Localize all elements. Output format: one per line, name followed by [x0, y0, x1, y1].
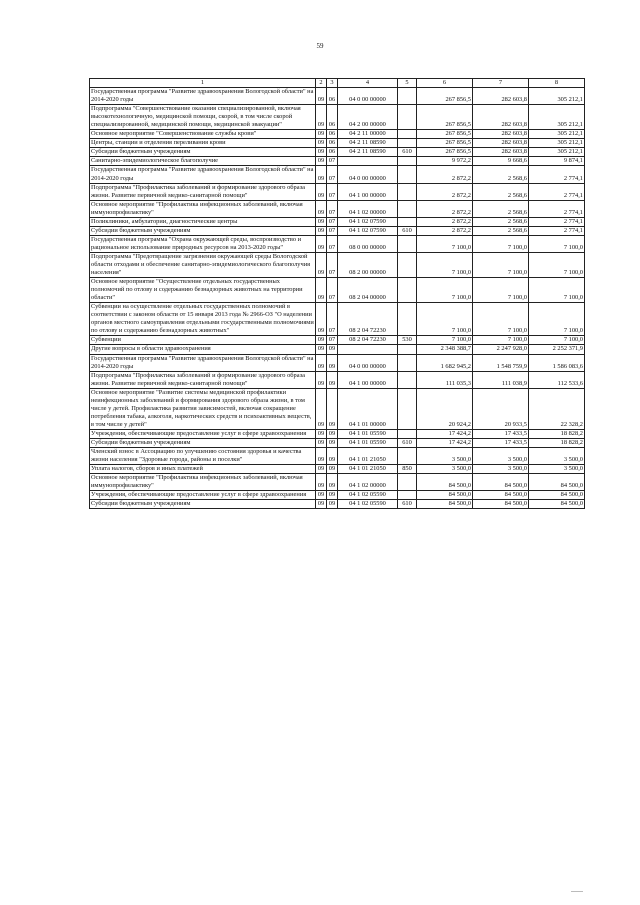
row-value-6: 2 872,2	[417, 200, 473, 217]
row-code-3: 07	[327, 252, 338, 277]
row-target-code: 08 0 00 00000	[338, 235, 398, 252]
row-code-3: 07	[327, 200, 338, 217]
table-row	[90, 226, 585, 235]
row-name: Учреждения, обеспечивающие предоставление услуг в сфере здравоохранения	[90, 491, 316, 500]
header-col-8: 8	[529, 79, 585, 88]
table-row	[90, 130, 585, 139]
row-value-6: 7 100,0	[417, 252, 473, 277]
table-row	[90, 345, 585, 354]
table-row	[90, 217, 585, 226]
row-target-code: 04 1 02 05590	[338, 500, 398, 509]
row-value-6: 267 856,5	[417, 88, 473, 105]
row-expense-type	[398, 278, 417, 303]
row-value-7: 7 100,0	[473, 303, 529, 336]
row-value-6: 84 500,0	[417, 491, 473, 500]
row-expense-type	[398, 303, 417, 336]
table-row	[90, 148, 585, 157]
row-value-7: 84 500,0	[473, 491, 529, 500]
row-code-2: 09	[316, 139, 327, 148]
row-value-8: 84 500,0	[529, 474, 585, 491]
row-value-6: 1 682 945,2	[417, 354, 473, 371]
row-value-6: 267 856,5	[417, 139, 473, 148]
row-name: Государственная программа "Развитие здравоохранения Вологодской области" на 2014-2020 годы	[90, 354, 316, 371]
row-value-8: 84 500,0	[529, 500, 585, 509]
row-name: Учреждения, обеспечивающие предоставление услуг в сфере здравоохранения	[90, 429, 316, 438]
row-value-7: 7 100,0	[473, 235, 529, 252]
table-row	[90, 183, 585, 200]
page-number: 59	[316, 42, 324, 50]
row-expense-type	[398, 200, 417, 217]
row-value-7: 17 433,5	[473, 429, 529, 438]
row-value-7: 17 433,5	[473, 438, 529, 447]
row-code-2: 09	[316, 474, 327, 491]
row-target-code: 04 2 11 08590	[338, 139, 398, 148]
row-code-3: 07	[327, 336, 338, 345]
row-value-6: 2 348 388,7	[417, 345, 473, 354]
row-name: Государственная программа "Развитие здравоохранения Вологодской области" на 2014-2020 годы	[90, 88, 316, 105]
table-row	[90, 157, 585, 166]
row-expense-type	[398, 491, 417, 500]
row-name: Основное мероприятие "Развитие системы медицинской профилактики неинфекционных заболеваний и формирования здорового образа жизни, в том числе у детей. Профилактика развития зависимостей, включая сокращение потребления табака, алкоголя, наркотических средств и психоактивных веществ, в том числе у детей"	[90, 388, 316, 429]
row-value-7: 7 100,0	[473, 278, 529, 303]
row-target-code: 04 1 01 00000	[338, 388, 398, 429]
row-value-7: 282 603,8	[473, 139, 529, 148]
row-expense-type	[398, 235, 417, 252]
row-target-code: 08 2 04 72230	[338, 303, 398, 336]
row-name: Субвенции	[90, 336, 316, 345]
header-col-6: 6	[417, 79, 473, 88]
row-name: Центры, станции и отделения переливания крови	[90, 139, 316, 148]
row-value-7: 2 568,6	[473, 200, 529, 217]
row-value-8: 7 100,0	[529, 235, 585, 252]
row-value-8: 305 212,1	[529, 148, 585, 157]
row-code-2: 09	[316, 448, 327, 465]
table-row	[90, 371, 585, 388]
table-row	[90, 438, 585, 447]
row-expense-type	[398, 371, 417, 388]
row-expense-type: 610	[398, 438, 417, 447]
row-code-2: 09	[316, 465, 327, 474]
row-expense-type	[398, 354, 417, 371]
row-target-code: 08 2 00 00000	[338, 252, 398, 277]
row-code-3: 09	[327, 448, 338, 465]
row-code-3: 06	[327, 139, 338, 148]
row-target-code: 04 2 11 08590	[338, 148, 398, 157]
row-expense-type: 610	[398, 226, 417, 235]
row-target-code: 04 0 00 00000	[338, 354, 398, 371]
table-row	[90, 429, 585, 438]
row-value-8: 7 100,0	[529, 303, 585, 336]
row-value-6: 20 924,2	[417, 388, 473, 429]
row-value-6: 3 500,0	[417, 448, 473, 465]
row-expense-type	[398, 474, 417, 491]
row-target-code: 04 1 02 07590	[338, 217, 398, 226]
row-target-code: 04 1 02 07590	[338, 226, 398, 235]
row-value-7: 1 548 759,9	[473, 354, 529, 371]
row-value-6: 7 100,0	[417, 303, 473, 336]
row-code-3: 09	[327, 354, 338, 371]
row-target-code: 04 1 01 05590	[338, 438, 398, 447]
row-name: Основное мероприятие "Профилактика инфекционных заболеваний, включая иммунопрофилактику"	[90, 200, 316, 217]
row-value-6: 3 500,0	[417, 465, 473, 474]
row-expense-type: 530	[398, 336, 417, 345]
row-code-3: 07	[327, 226, 338, 235]
table-row	[90, 500, 585, 509]
row-code-2: 09	[316, 157, 327, 166]
row-value-7: 2 247 928,0	[473, 345, 529, 354]
row-value-8: 7 100,0	[529, 278, 585, 303]
row-target-code: 08 2 04 72230	[338, 336, 398, 345]
row-value-6: 17 424,2	[417, 429, 473, 438]
row-expense-type	[398, 183, 417, 200]
row-expense-type: 610	[398, 500, 417, 509]
row-expense-type	[398, 105, 417, 130]
row-value-7: 282 603,8	[473, 88, 529, 105]
table-row	[90, 200, 585, 217]
row-name: Подпрограмма "Профилактика заболеваний и формирование здорового образа жизни. Развитие первичной медико-санитарной помощи"	[90, 371, 316, 388]
row-value-7: 282 603,8	[473, 130, 529, 139]
row-expense-type	[398, 252, 417, 277]
row-value-6: 84 500,0	[417, 500, 473, 509]
row-value-6: 2 872,2	[417, 166, 473, 183]
row-value-6: 2 872,2	[417, 183, 473, 200]
row-value-8: 9 874,1	[529, 157, 585, 166]
row-name: Поликлиники, амбулатории, диагностические центры	[90, 217, 316, 226]
row-value-8: 2 774,1	[529, 166, 585, 183]
row-code-2: 09	[316, 235, 327, 252]
row-code-2: 09	[316, 278, 327, 303]
row-value-8: 18 828,2	[529, 429, 585, 438]
row-target-code: 04 2 11 00000	[338, 130, 398, 139]
row-name: Субсидии бюджетным учреждениям	[90, 226, 316, 235]
row-target-code	[338, 157, 398, 166]
table-row	[90, 388, 585, 429]
row-name: Государственная программа "Развитие здравоохранения Вологодской области" на 2014-2020 годы	[90, 166, 316, 183]
row-code-3: 09	[327, 465, 338, 474]
row-code-2: 09	[316, 217, 327, 226]
row-value-8: 7 100,0	[529, 336, 585, 345]
row-code-3: 06	[327, 148, 338, 157]
row-code-2: 09	[316, 148, 327, 157]
row-expense-type: 850	[398, 465, 417, 474]
row-value-7: 2 568,6	[473, 226, 529, 235]
row-value-8: 3 500,0	[529, 465, 585, 474]
row-value-6: 267 856,5	[417, 148, 473, 157]
row-code-3: 07	[327, 303, 338, 336]
row-value-7: 282 603,8	[473, 148, 529, 157]
row-value-8: 2 774,1	[529, 183, 585, 200]
row-code-2: 09	[316, 303, 327, 336]
row-name: Основное мероприятие "Осуществление отдельных государственных полномочий по отлову и содержанию безнадзорных животных на территории области"	[90, 278, 316, 303]
table-row	[90, 235, 585, 252]
row-code-3: 09	[327, 388, 338, 429]
row-name: Подпрограмма "Профилактика заболеваний и формирование здорового образа жизни. Развитие первичной медико-санитарной помощи"	[90, 183, 316, 200]
row-code-2: 09	[316, 388, 327, 429]
row-code-2: 09	[316, 345, 327, 354]
row-target-code: 04 2 00 00000	[338, 105, 398, 130]
table-row	[90, 139, 585, 148]
row-name: Основное мероприятие "Совершенствование службы крови"	[90, 130, 316, 139]
row-value-6: 7 100,0	[417, 278, 473, 303]
row-value-6: 267 856,5	[417, 130, 473, 139]
row-value-7: 2 568,6	[473, 183, 529, 200]
row-code-3: 07	[327, 157, 338, 166]
row-value-8: 112 533,6	[529, 371, 585, 388]
table-row	[90, 252, 585, 277]
row-value-6: 7 100,0	[417, 336, 473, 345]
row-value-8: 7 100,0	[529, 252, 585, 277]
row-value-8: 2 774,1	[529, 217, 585, 226]
table-row	[90, 303, 585, 336]
row-value-8: 2 252 371,9	[529, 345, 585, 354]
row-expense-type	[398, 139, 417, 148]
row-code-2: 09	[316, 336, 327, 345]
header-col-3: 3	[327, 79, 338, 88]
row-value-7: 111 038,9	[473, 371, 529, 388]
row-code-3: 06	[327, 105, 338, 130]
row-code-2: 09	[316, 200, 327, 217]
row-target-code: 04 1 02 00000	[338, 200, 398, 217]
header-col-5: 5	[398, 79, 417, 88]
row-code-3: 09	[327, 345, 338, 354]
row-target-code: 04 1 01 05590	[338, 429, 398, 438]
row-code-2: 09	[316, 105, 327, 130]
table-row	[90, 88, 585, 105]
row-expense-type	[398, 429, 417, 438]
row-code-3: 09	[327, 491, 338, 500]
row-value-7: 3 500,0	[473, 448, 529, 465]
row-value-8: 305 212,1	[529, 139, 585, 148]
row-target-code: 04 0 00 00000	[338, 166, 398, 183]
table-header-row	[90, 79, 585, 88]
row-name: Субсидии бюджетным учреждениям	[90, 500, 316, 509]
row-code-2: 09	[316, 183, 327, 200]
row-code-3: 09	[327, 474, 338, 491]
row-expense-type	[398, 448, 417, 465]
row-value-6: 2 872,2	[417, 226, 473, 235]
row-value-6: 9 972,2	[417, 157, 473, 166]
row-value-7: 9 668,6	[473, 157, 529, 166]
row-code-3: 06	[327, 88, 338, 105]
row-name: Основное мероприятие "Профилактика инфекционных заболеваний, включая иммунопрофилактику"	[90, 474, 316, 491]
row-value-8: 305 212,1	[529, 105, 585, 130]
row-name: Подпрограмма "Предотвращение загрязнения окружающей среды Вологодской области отходами и обеспечение санитарно-эпидемиологического благополучия населения"	[90, 252, 316, 277]
table-row	[90, 448, 585, 465]
table-row	[90, 166, 585, 183]
row-value-6: 7 100,0	[417, 235, 473, 252]
row-value-8: 84 500,0	[529, 491, 585, 500]
row-value-7: 84 500,0	[473, 474, 529, 491]
row-code-3: 07	[327, 278, 338, 303]
row-code-2: 09	[316, 252, 327, 277]
row-code-2: 09	[316, 166, 327, 183]
row-value-7: 84 500,0	[473, 500, 529, 509]
row-code-3: 07	[327, 217, 338, 226]
row-code-2: 09	[316, 491, 327, 500]
row-name: Уплата налогов, сборов и иных платежей	[90, 465, 316, 474]
row-code-3: 09	[327, 438, 338, 447]
row-value-7: 7 100,0	[473, 336, 529, 345]
header-col-1: 1	[90, 79, 316, 88]
row-expense-type	[398, 217, 417, 226]
row-name: Другие вопросы в области здравоохранения	[90, 345, 316, 354]
table-row	[90, 278, 585, 303]
row-code-2: 09	[316, 88, 327, 105]
row-value-6: 267 856,5	[417, 105, 473, 130]
table-row	[90, 491, 585, 500]
row-value-7: 3 500,0	[473, 465, 529, 474]
header-col-2: 2	[316, 79, 327, 88]
row-target-code: 04 1 00 00000	[338, 371, 398, 388]
row-value-8: 305 212,1	[529, 130, 585, 139]
row-name: Субсидии бюджетным учреждениям	[90, 148, 316, 157]
table-row	[90, 336, 585, 345]
row-code-2: 09	[316, 438, 327, 447]
row-expense-type	[398, 88, 417, 105]
header-col-7: 7	[473, 79, 529, 88]
row-code-3: 07	[327, 183, 338, 200]
row-target-code: 04 1 01 21050	[338, 465, 398, 474]
row-name: Субсидии бюджетным учреждениям	[90, 438, 316, 447]
row-code-2: 09	[316, 226, 327, 235]
row-value-7: 20 933,5	[473, 388, 529, 429]
row-expense-type: 610	[398, 148, 417, 157]
row-value-8: 305 212,1	[529, 88, 585, 105]
row-code-2: 09	[316, 371, 327, 388]
row-target-code: 04 1 02 05590	[338, 491, 398, 500]
row-value-8: 2 774,1	[529, 200, 585, 217]
row-value-6: 84 500,0	[417, 474, 473, 491]
row-value-6: 111 035,3	[417, 371, 473, 388]
header-col-4: 4	[338, 79, 398, 88]
table-row	[90, 105, 585, 130]
table-row	[90, 474, 585, 491]
row-expense-type	[398, 166, 417, 183]
row-code-3: 09	[327, 371, 338, 388]
row-value-6: 17 424,2	[417, 438, 473, 447]
row-target-code	[338, 345, 398, 354]
row-code-3: 07	[327, 235, 338, 252]
row-name: Санитарно-эпидемиологическое благополучие	[90, 157, 316, 166]
row-target-code: 04 0 00 00000	[338, 88, 398, 105]
row-code-2: 09	[316, 429, 327, 438]
row-value-8: 22 328,2	[529, 388, 585, 429]
scan-mark	[571, 891, 583, 892]
row-name: Членский взнос в Ассоциацию по улучшению состояния здоровья и качества жизни населения "Здоровые города, районы и поселки"	[90, 448, 316, 465]
row-value-8: 3 500,0	[529, 448, 585, 465]
row-expense-type	[398, 388, 417, 429]
row-name: Субвенции на осуществление отдельных государственных полномочий в соответствии с законом области от 15 января 2013 года № 2966-ОЗ "О наделении органов местного самоуправления отдельными государственными полномочиями по отлову и содержанию безнадзорных животных"	[91, 303, 314, 335]
row-value-7: 282 603,8	[473, 105, 529, 130]
row-target-code: 04 1 02 00000	[338, 474, 398, 491]
row-name: Подпрограмма "Совершенствование оказания специализированной, включая высокотехнологичную, медицинской помощи, скорой, в том числе скорой специализированной, медицинской помощи, медицинской эвакуации"	[90, 105, 316, 130]
row-expense-type	[398, 157, 417, 166]
row-code-3: 07	[327, 166, 338, 183]
row-value-8: 2 774,1	[529, 226, 585, 235]
row-value-7: 2 568,6	[473, 166, 529, 183]
row-target-code: 04 1 00 00000	[338, 183, 398, 200]
row-target-code: 04 1 01 21050	[338, 448, 398, 465]
row-value-8: 18 828,2	[529, 438, 585, 447]
row-code-2: 09	[316, 354, 327, 371]
row-name: Государственная программа "Охрана окружающей среды, воспроизводство и рациональное использование природных ресурсов на 2013-2020 годы"	[90, 235, 316, 252]
budget-table	[89, 78, 585, 509]
row-value-7: 7 100,0	[473, 252, 529, 277]
row-code-3: 09	[327, 429, 338, 438]
row-value-7: 2 568,6	[473, 217, 529, 226]
row-code-2: 09	[316, 130, 327, 139]
row-code-3: 09	[327, 500, 338, 509]
row-target-code: 08 2 04 00000	[338, 278, 398, 303]
row-expense-type	[398, 345, 417, 354]
row-value-6: 2 872,2	[417, 217, 473, 226]
row-expense-type	[398, 130, 417, 139]
row-code-3: 06	[327, 130, 338, 139]
table-row	[90, 465, 585, 474]
table-row	[90, 354, 585, 371]
row-value-8: 1 586 083,6	[529, 354, 585, 371]
row-code-2: 09	[316, 500, 327, 509]
